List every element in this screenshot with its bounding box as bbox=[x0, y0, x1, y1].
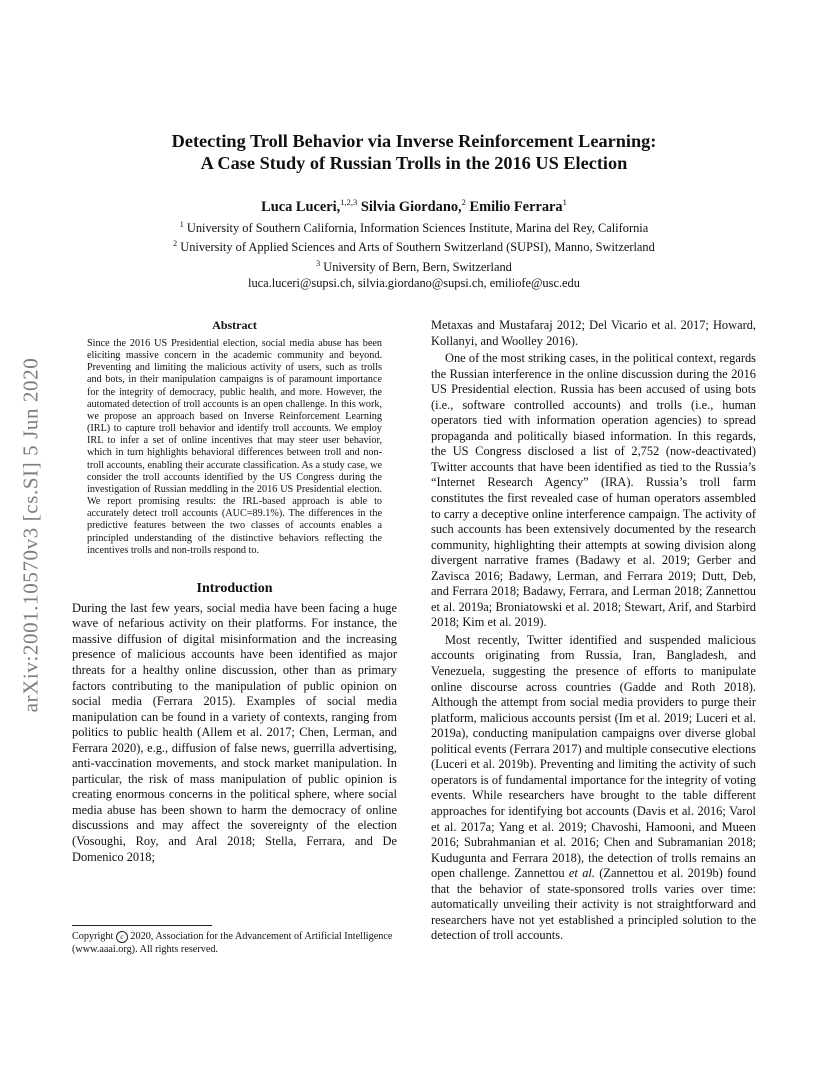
author-3-name: Emilio Ferrara bbox=[469, 198, 563, 215]
paragraph-3-text-a: Most recently, Twitter identified and suspended malicious accounts originating from Russia, Iran, Bangladesh, and Venezuela, suggesting the presence of efforts to manipulate online discourse across countries (Gadde and Roth 2018). Although the attempt from social media providers to purge their platform, malicious accounts persist (Im et al. 2019; Luceri et al. 2019a), conducting manipulation campaigns over diverse global political events (Ferrara 2017) and multiple consecutive elections (Luceri et al. 2019b). Preventing and limiting the activity of such operators is of fundamental importance for the integrity of voting events. While researchers have brought to the table different approaches for identifying bot accounts (Davis et al. 2016; Varol et al. 2017a; Yang et al. 2019; Chavoshi, Hamooni, and Mueen 2016; Subrahmanian et al. 2016; Chen and Subramanian 2018; Kudugunta and Ferrara 2018), the detection of trolls remains an open challenge. Zannettou bbox=[431, 632, 756, 881]
introduction-paragraph-3 bbox=[431, 633, 756, 944]
affiliation-3-mark: 3 bbox=[316, 258, 321, 268]
author-emails: luca.luceri@supsi.ch, silvia.giordano@supsi.ch, emiliofe@usc.edu bbox=[248, 276, 580, 291]
copyright-footnote bbox=[72, 925, 397, 956]
introduction-paragraph-1: During the last few years, social media have been facing a huge wave of nefarious activity on their platforms. For instance, the massive diffusion of digital misinformation and the increasing presence of malicious accounts have been identified as major threats for a healthy online discussion, other than as primary factors contributing to the manipulation of public opinion on social media (Ferrara 2015). Examples of social media manipulation can be found in a variety of contexts, ranging from politics to public health (Allem et al. 2017; Chen, Lerman, and Ferrara 2020), e.g., diffusion of false news, guerrilla advertising, anti-vaccination movements, and stock market manipulation. In particular, the risk of mass manipulation of public opinion is creating enormous concerns in the political sphere, where social media abuse has been shown to harm the democracy of online discussions and may affect the sovereignty of the election (Vosoughi, Roy, and Aral 2018; Stella, Ferrara, and De Domenico 2018; bbox=[72, 600, 397, 864]
author-2-name: Silvia Giordano, bbox=[360, 198, 462, 215]
affiliation-1-mark: 1 bbox=[179, 220, 184, 229]
paragraph-3-text-b: (Zannettou et al. 2019b) found that the behavior of state-sponsored trolls varies over time: automatically unveiling their activity is not straightforward and researchers have not yet established a principled solution to the detection of troll accounts. bbox=[431, 866, 757, 943]
affiliation-2-text: University of Applied Sciences and Arts of Southern Switzerland (SUPSI), Manno, Switzerland bbox=[180, 240, 655, 255]
affiliation-3-text: University of Bern, Bern, Switzerland bbox=[323, 259, 512, 274]
affiliation-2 bbox=[0, 236, 828, 255]
affiliation-1-text: University of Southern California, Information Sciences Institute, Marina del Rey, California bbox=[186, 221, 649, 236]
author-1-name: Luca Luceri, bbox=[261, 198, 341, 215]
paragraph-1-continued: Metaxas and Mustafaraj 2012; Del Vicario et al. 2017; Howard, Kollanyi, and Woolley 2016). bbox=[431, 318, 756, 348]
arxiv-identifier-stamp bbox=[6, 300, 56, 770]
title-line-1: Detecting Troll Behavior via Inverse Reinforcement Learning: bbox=[171, 131, 657, 151]
affiliation-2-mark: 2 bbox=[173, 239, 178, 249]
copyright-icon: c bbox=[116, 931, 128, 943]
affiliation-3 bbox=[0, 256, 828, 275]
author-list bbox=[0, 197, 828, 216]
abstract-heading: Abstract bbox=[212, 318, 257, 332]
affiliation-1 bbox=[0, 217, 828, 236]
title-line-2: A Case Study of Russian Trolls in the 2016 US Election bbox=[200, 153, 628, 173]
author-1-affiliation-marks: 1,2,3 bbox=[340, 197, 358, 207]
left-column bbox=[72, 318, 397, 865]
copyright-label: Copyright bbox=[72, 931, 114, 942]
right-column bbox=[431, 318, 756, 944]
copyright-text-block bbox=[72, 930, 397, 956]
paragraph-3-italic-et-al: et al. bbox=[568, 866, 595, 881]
footnote-divider bbox=[72, 925, 212, 926]
introduction-paragraph-2: One of the most striking cases, in the political context, regards the Russian interference in the online discussion during the 2016 US Presidential election. Russia has been accused of using bots (i.e., software controlled accounts) and trolls (i.e., human operators tied with information operation agencies) to spread propaganda and politically biased information. In this regards, the US Congress disclosed a list of 2,752 (now-deactivated) Twitter accounts that have been identified as tied to the Russia’s “Internet Research Agency” (IRA). Russia’s troll farm constitutes the first revealed case of human operators assembled to carry a deceptive online interference campaign. The activity of such accounts has been extensively documented by the research community, highlighting their attempts at sowing division along divergent narrative frames (Badawy et al. 2019; Gerber and Zavisca 2016; Badawy, Lerman, and Ferrara 2019; Dutt, Deb, and Ferrara 2018; Badawy, Ferrara, and Lerman 2018; Zannettou et al. 2019a; Broniatowski et al. 2018; Stewart, Arif, and Starbird 2018; Kim et al. 2019). bbox=[431, 351, 756, 630]
author-3-affiliation-marks: 1 bbox=[562, 197, 567, 207]
affiliations bbox=[0, 217, 828, 292]
introduction-heading: Introduction bbox=[196, 580, 273, 596]
copyright-statement: 2020, Association for the Advancement of Artificial Intelligence (www.aaai.org). All rights reserved. bbox=[72, 931, 393, 955]
paper-title bbox=[0, 130, 828, 174]
abstract-text: Since the 2016 US Presidential election, social media abuse has been eliciting massive concern in the academic community and beyond. Preventing and limiting the malicious activity of users, such as trolls and bots, in their manipulation campaigns is of paramount importance for the integrity of democracy, public health, and more. However, the automated detection of troll accounts is an open challenge. In this work, we propose an approach based on Inverse Reinforcement Learning (IRL) to capture troll behavior and identify troll accounts. We employ IRL to infer a set of online incentives that may steer user behavior, which in turn highlights behavioral differences between troll and non-troll accounts, enabling their accurate classification. As a study case, we consider the troll accounts identified by the US Congress during the investigation of Russian meddling in the 2016 US Presidential election. We report promising results: the IRL-based approach is able to accurately detect troll accounts (AUC=89.1%). The differences in the predictive features between the two classes of accounts enables a principled understanding of the distinctive behaviors reflecting the incentives trolls and non-trolls respond to. bbox=[87, 338, 382, 556]
author-2-affiliation-marks: 2 bbox=[461, 197, 466, 207]
arxiv-identifier-text: arXiv:2001.10570v3 [cs.SI] 5 Jun 2020 bbox=[18, 357, 43, 713]
